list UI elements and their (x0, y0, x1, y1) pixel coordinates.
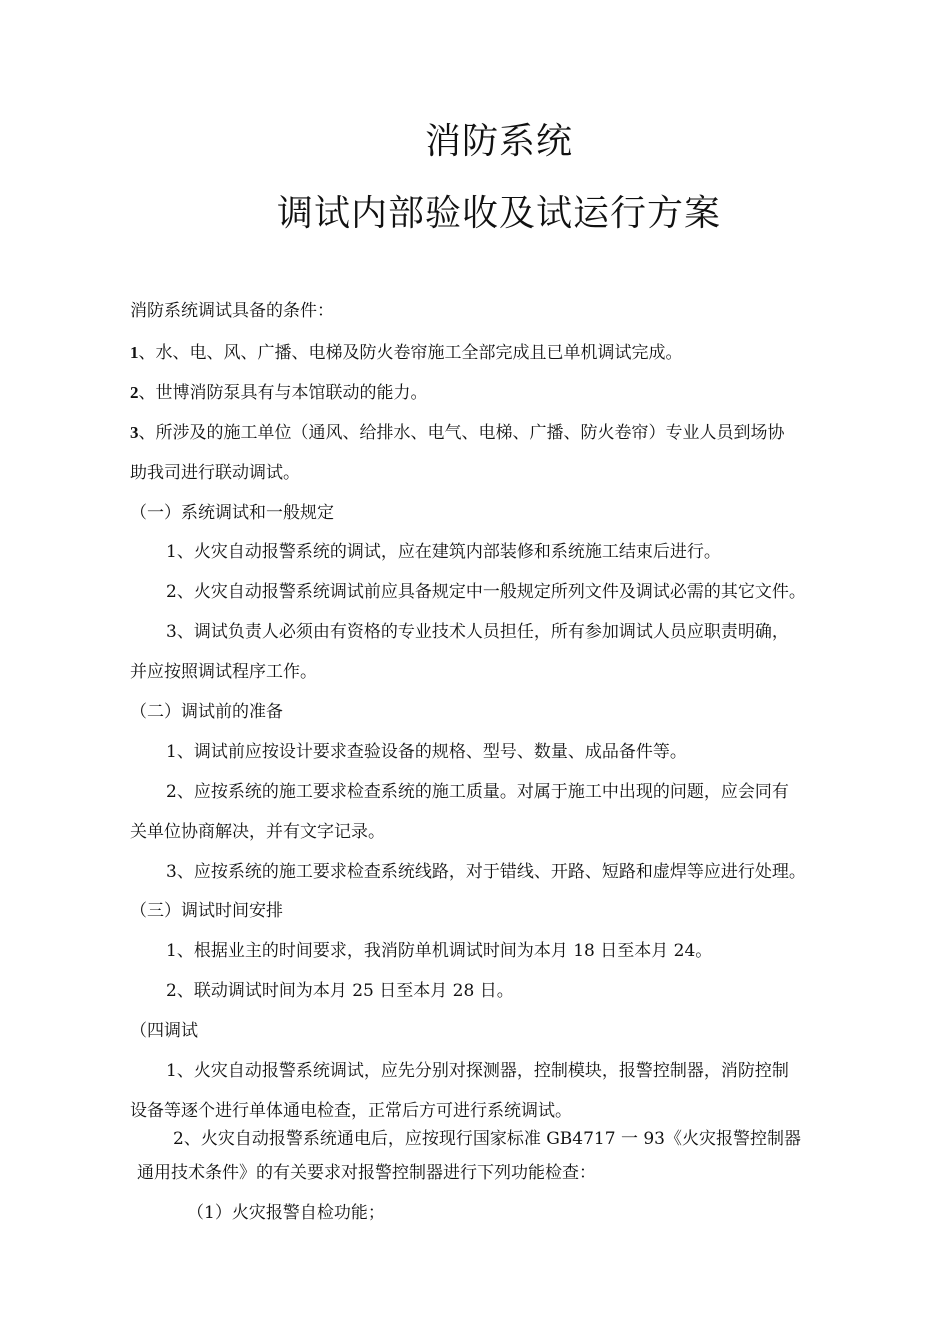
condition-item-3 (130, 422, 785, 444)
section-2-paragraph-2: 2、应按系统的施工要求检查系统的施工质量。对属于施工中出现的问题，应会同有 (166, 782, 789, 802)
section-3-paragraph-2: 2、联动调试时间为本月 25 日至本月 28 日。 (166, 981, 514, 1001)
condition-text: 、世博消防泵具有与本馆联动的能力。 (138, 383, 428, 403)
section-4-item-1: （1）火灾报警自检功能； (187, 1203, 385, 1223)
condition-item-1 (130, 342, 683, 364)
section-3-heading: （三）调试时间安排 (130, 901, 283, 921)
section-4-paragraph-1-continued: 设备等逐个进行单体通电检查，正常后方可进行系统调试。 (130, 1101, 572, 1121)
section-2-paragraph-1: 1、调试前应按设计要求查验设备的规格、型号、数量、成品备件等。 (166, 742, 687, 762)
conditions-heading: 消防系统调试具备的条件： (130, 301, 334, 321)
section-1-heading: （一）系统调试和一般规定 (130, 503, 334, 523)
section-1-paragraph-1: 1、火灾自动报警系统的调试，应在建筑内部装修和系统施工结束后进行。 (166, 542, 721, 562)
condition-text: 、所涉及的施工单位（通风、给排水、电气、电梯、广播、防火卷帘）专业人员到场协 (138, 423, 785, 443)
section-4-paragraph-1: 1、火灾自动报警系统调试，应先分别对探测器，控制模块，报警控制器，消防控制 (166, 1061, 789, 1081)
condition-item-3-continued: 助我司进行联动调试。 (130, 463, 300, 483)
condition-item-2 (130, 382, 428, 404)
section-2-paragraph-2-continued: 关单位协商解决，并有文字记录。 (130, 822, 385, 842)
section-2-paragraph-3: 3、应按系统的施工要求检查系统线路，对于错线、开路、短路和虚焊等应进行处理。 (166, 862, 806, 882)
document-title-line-2: 调试内部验收及试运行方案 (276, 193, 721, 234)
section-1-paragraph-3: 3、调试负责人必须由有资格的专业技术人员担任，所有参加调试人员应职责明确， (166, 622, 789, 642)
section-4-paragraph-2-continued: 通用技术条件》的有关要求对报警控制器进行下列功能检查： (137, 1163, 596, 1183)
condition-number: 3 (130, 423, 139, 442)
condition-number: 2 (130, 383, 139, 402)
section-4-heading: （四调试 (130, 1021, 198, 1041)
condition-number: 1 (130, 343, 139, 362)
section-4-paragraph-2: 2、火灾自动报警系统通电后，应按现行国家标准 GB4717 一 93《火灾报警控制器 (173, 1129, 801, 1149)
condition-text: 、水、电、风、广播、电梯及防火卷帘施工全部完成且已单机调试完成。 (138, 343, 683, 363)
section-3-paragraph-1: 1、根据业主的时间要求，我消防单机调试时间为本月 18 日至本月 24。 (166, 941, 713, 961)
section-2-heading: （二）调试前的准备 (130, 702, 283, 722)
section-1-paragraph-3-continued: 并应按照调试程序工作。 (130, 662, 317, 682)
section-1-paragraph-2: 2、火灾自动报警系统调试前应具备规定中一般规定所列文件及调试必需的其它文件。 (166, 582, 806, 602)
document-title-line-1: 消防系统 (424, 121, 573, 162)
